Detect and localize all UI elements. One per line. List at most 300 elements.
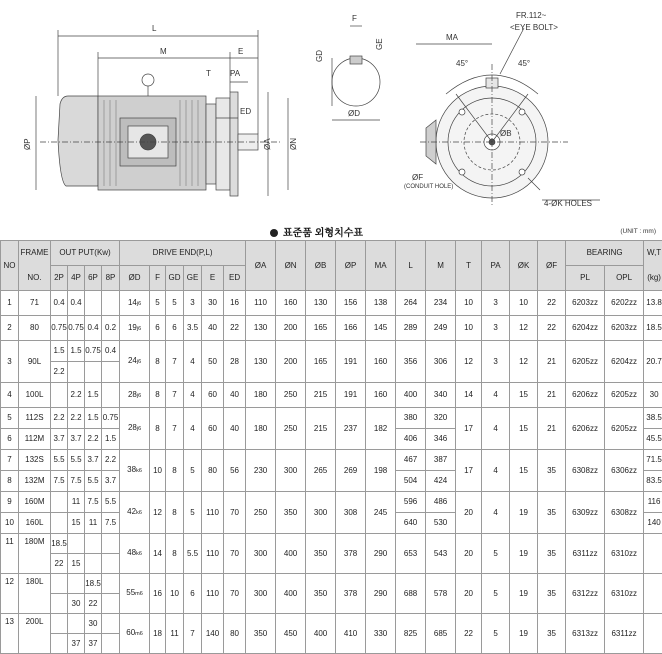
cell-pa: 3: [482, 316, 510, 341]
dim-PA: PA: [230, 69, 241, 78]
cell-t: 12: [456, 341, 482, 383]
header-row-1: [1, 241, 662, 266]
cell-f: 8: [150, 408, 166, 450]
table-row: [1, 383, 662, 408]
cell-no: 11: [1, 534, 19, 574]
header-frame: FRAME: [19, 241, 51, 266]
cell-phi-p: 237: [336, 408, 366, 450]
cell-gd: 10: [166, 574, 184, 614]
cell-phi-p: 410: [336, 614, 366, 654]
header-phi-k: ØK: [510, 241, 538, 291]
cell-frame: 132M: [19, 471, 51, 492]
cell-4p: [68, 574, 85, 594]
cell-wt: 45.5: [644, 429, 662, 450]
cell-ma: 330: [366, 614, 396, 654]
cell-frame: 180M: [19, 534, 51, 574]
cell-4p: 1.5: [68, 341, 85, 362]
cell-frame: 80: [19, 316, 51, 341]
cell-t: 20: [456, 534, 482, 574]
cell-8p: 1.5: [102, 429, 120, 450]
cell-2p: 5.5: [51, 450, 68, 471]
cell-t: 10: [456, 291, 482, 316]
cell-no: 10: [1, 513, 19, 534]
conduit-hole-label: (CONDUIT HOLE): [404, 184, 453, 190]
header-ma: MA: [366, 241, 396, 291]
cell-phi-d-value: 19: [128, 323, 137, 332]
cell-frame: 200L: [19, 614, 51, 654]
cell-2p: 0.4: [51, 291, 68, 316]
cell-2p: 1.5: [51, 341, 68, 362]
cell-l: 289: [396, 316, 426, 341]
header-ge: GE: [184, 266, 202, 291]
cell-phi-d-tolerance: j6: [137, 326, 141, 332]
cell-2p: 2.2: [51, 408, 68, 429]
header-pl: PL: [566, 266, 605, 291]
cell-f: 5: [150, 291, 166, 316]
table-row: [1, 408, 662, 429]
cell-phi-b: 265: [306, 450, 336, 492]
cell-phi-d-tolerance: j6: [137, 393, 141, 399]
cell-phi-d-value: 42: [127, 507, 136, 516]
cell-opl: 6311zz: [605, 614, 644, 654]
cell-ed: 70: [224, 534, 246, 574]
cell-phi-d-value: 48: [127, 548, 136, 557]
dim-angle-2: 45°: [518, 59, 530, 68]
cell-no: 1: [1, 291, 19, 316]
cell-phi-k: 12: [510, 316, 538, 341]
cell-gd: 11: [166, 614, 184, 654]
cell-l: 653: [396, 534, 426, 574]
cell-pa: 4: [482, 383, 510, 408]
cell-phi-d-tolerance: m6: [135, 591, 143, 597]
cell-m: 340: [426, 383, 456, 408]
cell-no: 12: [1, 574, 19, 614]
cell-phi-b: 350: [306, 534, 336, 574]
cell-8p: [102, 574, 120, 594]
dim-F: F: [352, 14, 357, 23]
cell-gd: 6: [166, 316, 184, 341]
table-title: [270, 224, 363, 239]
cell-2p: [51, 383, 68, 408]
dim-ED: ED: [240, 107, 251, 116]
cell-wt: [644, 574, 662, 614]
cell-wt: 71.5: [644, 450, 662, 471]
table-row: [1, 574, 662, 594]
title-row: [0, 224, 662, 238]
motor-dimension-drawing: [0, 0, 662, 222]
cell-t: 17: [456, 450, 482, 492]
cell-e: 140: [202, 614, 224, 654]
cell-phi-k: 12: [510, 341, 538, 383]
cell-no: 9: [1, 492, 19, 513]
header-bearing: BEARING: [566, 241, 644, 266]
cell-pa: 5: [482, 574, 510, 614]
cell-phi-a: 110: [246, 291, 276, 316]
cell-ma: 290: [366, 574, 396, 614]
cell-8p: 3.7: [102, 471, 120, 492]
header-opl: OPL: [605, 266, 644, 291]
cell-2p: 7.5: [51, 471, 68, 492]
cell-no: 13: [1, 614, 19, 654]
cell-4p: 7.5: [68, 471, 85, 492]
cell-phi-a: 350: [246, 614, 276, 654]
cell-4p: 2.2: [68, 383, 85, 408]
cell-m: 306: [426, 341, 456, 383]
cell-phi-d-tolerance: j6: [137, 359, 141, 365]
cell-phi-p: 191: [336, 341, 366, 383]
header-4p: 4P: [68, 266, 85, 291]
cell-phi-k: 15: [510, 383, 538, 408]
cell-l: 400: [396, 383, 426, 408]
cell-opl: 6202zz: [605, 291, 644, 316]
cell-phi-a: 250: [246, 492, 276, 534]
header-2p: 2P: [51, 266, 68, 291]
cell-6p: [85, 534, 102, 554]
cell-phi-b: 165: [306, 316, 336, 341]
cell-2p: 22: [51, 554, 68, 574]
header-pa: PA: [482, 241, 510, 291]
cell-pa: 4: [482, 408, 510, 450]
cell-6p: 0.4: [85, 316, 102, 341]
cell-l: 688: [396, 574, 426, 614]
cell-gd: 5: [166, 291, 184, 316]
cell-l: 596: [396, 492, 426, 513]
cell-l: 380: [396, 408, 426, 429]
cell-phi-p: 166: [336, 316, 366, 341]
cell-6p: 2.2: [85, 429, 102, 450]
cell-phi-a: 180: [246, 383, 276, 408]
header-phi-b: ØB: [306, 241, 336, 291]
cell-wt: 13.8: [644, 291, 662, 316]
cell-4p: [68, 614, 85, 634]
cell-phi-k: 19: [510, 492, 538, 534]
cell-wt: [644, 534, 662, 574]
cell-gd: 8: [166, 450, 184, 492]
cell-no: 8: [1, 471, 19, 492]
cell-phi-p: 308: [336, 492, 366, 534]
header-frame-no: NO.: [19, 266, 51, 291]
cell-t: 22: [456, 614, 482, 654]
cell-wt: 140: [644, 513, 662, 534]
cell-8p: 0.4: [102, 341, 120, 362]
cell-gd: 8: [166, 492, 184, 534]
cell-phi-d-tolerance: j6: [137, 426, 141, 432]
cell-opl: 6205zz: [605, 408, 644, 450]
cell-phi-d-value: 14: [128, 298, 137, 307]
cell-l: 467: [396, 450, 426, 471]
cell-wt: 116: [644, 492, 662, 513]
cell-no: 2: [1, 316, 19, 341]
cell-phi-k: 19: [510, 614, 538, 654]
cell-m: 486: [426, 492, 456, 513]
cell-ma: 290: [366, 534, 396, 574]
cell-phi-f: 22: [538, 316, 566, 341]
header-drive-end: DRIVE END(P,L): [120, 241, 246, 266]
k-holes-label: 4-ØK HOLES: [544, 199, 592, 208]
cell-6p: 30: [85, 614, 102, 634]
cell-6p: 18.5: [85, 574, 102, 594]
cell-m: 685: [426, 614, 456, 654]
cell-phi-k: 19: [510, 534, 538, 574]
cell-phi-k: 10: [510, 291, 538, 316]
cell-phi-d: [120, 408, 150, 450]
cell-opl: 6203zz: [605, 316, 644, 341]
cell-pl: 6205zz: [566, 341, 605, 383]
cell-2p: [51, 594, 68, 614]
table-row: [1, 316, 662, 341]
cell-wt: [644, 614, 662, 654]
cell-phi-d-value: 24: [128, 356, 137, 365]
cell-ed: 56: [224, 450, 246, 492]
cell-opl: 6205zz: [605, 383, 644, 408]
cell-8p: [102, 534, 120, 554]
cell-phi-d: [120, 614, 150, 654]
cell-6p: 3.7: [85, 450, 102, 471]
cell-phi-n: 250: [276, 383, 306, 408]
cell-phi-b: 400: [306, 614, 336, 654]
cell-ge: 4: [184, 341, 202, 383]
cell-frame: 112S: [19, 408, 51, 429]
header-phi-d: ØD: [120, 266, 150, 291]
cell-2p: 18.5: [51, 534, 68, 554]
cell-phi-n: 160: [276, 291, 306, 316]
cell-ge: 4: [184, 383, 202, 408]
cell-2p: 2.2: [51, 362, 68, 383]
cell-ed: 70: [224, 492, 246, 534]
cell-phi-b: 130: [306, 291, 336, 316]
cell-phi-b: 215: [306, 408, 336, 450]
header-6p: 6P: [85, 266, 102, 291]
cell-8p: 0.2: [102, 316, 120, 341]
cell-ed: 40: [224, 408, 246, 450]
cell-phi-d-tolerance: k6: [136, 510, 142, 516]
cell-8p: [102, 362, 120, 383]
header-wt-unit: (kg): [644, 266, 662, 291]
cell-gd: 7: [166, 341, 184, 383]
cell-4p: 15: [68, 554, 85, 574]
unit-label: (UNIT : mm): [620, 228, 656, 235]
cell-f: 8: [150, 383, 166, 408]
cell-phi-a: 230: [246, 450, 276, 492]
cell-t: 14: [456, 383, 482, 408]
cell-ge: 5: [184, 450, 202, 492]
dim-E: E: [238, 47, 243, 56]
cell-l: 640: [396, 513, 426, 534]
cell-e: 80: [202, 450, 224, 492]
cell-phi-d: [120, 316, 150, 341]
table-row: [1, 291, 662, 316]
cell-phi-d-tolerance: j6: [137, 301, 141, 307]
cell-phi-n: 250: [276, 408, 306, 450]
cell-ed: 40: [224, 383, 246, 408]
cell-ma: 160: [366, 383, 396, 408]
cell-t: 17: [456, 408, 482, 450]
table-row: [1, 450, 662, 471]
dim-GE: GE: [375, 38, 384, 50]
cell-f: 8: [150, 341, 166, 383]
cell-opl: 6310zz: [605, 534, 644, 574]
cell-6p: [85, 291, 102, 316]
header-gd: GD: [166, 266, 184, 291]
cell-6p: 7.5: [85, 492, 102, 513]
cell-phi-d-tolerance: k6: [136, 551, 142, 557]
cell-m: 346: [426, 429, 456, 450]
cell-phi-d-tolerance: m6: [135, 631, 143, 637]
cell-phi-n: 350: [276, 492, 306, 534]
dim-phi-D: ØD: [348, 109, 360, 118]
cell-f: 18: [150, 614, 166, 654]
cell-ge: 3: [184, 291, 202, 316]
header-f: F: [150, 266, 166, 291]
cell-6p: 11: [85, 513, 102, 534]
cell-phi-n: 450: [276, 614, 306, 654]
header-m: M: [426, 241, 456, 291]
dim-MA: MA: [446, 33, 459, 42]
cell-phi-f: 35: [538, 450, 566, 492]
header-e: E: [202, 266, 224, 291]
dim-phi-B: ØB: [500, 129, 512, 138]
cell-phi-d: [120, 534, 150, 574]
cell-pl: 6312zz: [566, 574, 605, 614]
dimension-table: [0, 240, 662, 654]
cell-gd: 8: [166, 534, 184, 574]
cell-phi-d-value: 60: [126, 628, 135, 637]
cell-phi-p: 191: [336, 383, 366, 408]
cell-opl: 6306zz: [605, 450, 644, 492]
cell-frame: 180L: [19, 574, 51, 614]
dim-T: T: [206, 69, 211, 78]
cell-e: 110: [202, 574, 224, 614]
cell-pl: 6313zz: [566, 614, 605, 654]
cell-phi-d: [120, 574, 150, 614]
header-wt: W,T: [644, 241, 662, 266]
cell-ge: 4: [184, 408, 202, 450]
table-row: [1, 534, 662, 554]
header-output: OUT PUT(Kw): [51, 241, 120, 266]
cell-m: 387: [426, 450, 456, 471]
cell-frame: 100L: [19, 383, 51, 408]
cell-phi-f: 21: [538, 383, 566, 408]
header-l: L: [396, 241, 426, 291]
eye-bolt-label-2: <EYE BOLT>: [510, 23, 558, 32]
cell-4p: [68, 362, 85, 383]
cell-opl: 6310zz: [605, 574, 644, 614]
cell-e: 110: [202, 534, 224, 574]
cell-frame: 71: [19, 291, 51, 316]
cell-frame: 112M: [19, 429, 51, 450]
cell-l: 825: [396, 614, 426, 654]
cell-phi-n: 200: [276, 341, 306, 383]
cell-phi-d: [120, 450, 150, 492]
cell-wt: 38.5: [644, 408, 662, 429]
cell-phi-d-value: 28: [128, 423, 137, 432]
cell-phi-n: 200: [276, 316, 306, 341]
cell-t: 20: [456, 492, 482, 534]
cell-f: 6: [150, 316, 166, 341]
cell-phi-a: 130: [246, 316, 276, 341]
dim-angle-1: 45°: [456, 59, 468, 68]
cell-no: 5: [1, 408, 19, 429]
cell-phi-d: [120, 492, 150, 534]
cell-no: 3: [1, 341, 19, 383]
cell-2p: 0.75: [51, 316, 68, 341]
cell-phi-d-value: 55: [126, 588, 135, 597]
cell-ge: 5.5: [184, 534, 202, 574]
cell-frame: 160M: [19, 492, 51, 513]
cell-8p: 2.2: [102, 450, 120, 471]
dim-phi-N: ØN: [289, 138, 298, 150]
cell-l: 504: [396, 471, 426, 492]
cell-opl: 6308zz: [605, 492, 644, 534]
cell-wt: 30: [644, 383, 662, 408]
cell-phi-f: 22: [538, 291, 566, 316]
cell-8p: [102, 383, 120, 408]
cell-4p: 2.2: [68, 408, 85, 429]
cell-f: 10: [150, 450, 166, 492]
cell-m: 424: [426, 471, 456, 492]
cell-phi-f: 21: [538, 408, 566, 450]
cell-8p: 7.5: [102, 513, 120, 534]
cell-e: 110: [202, 492, 224, 534]
cell-phi-f: 35: [538, 492, 566, 534]
cell-pl: 6203zz: [566, 291, 605, 316]
cell-8p: 0.75: [102, 408, 120, 429]
header-phi-a: ØA: [246, 241, 276, 291]
cell-phi-a: 300: [246, 534, 276, 574]
cell-8p: [102, 614, 120, 634]
cell-no: 6: [1, 429, 19, 450]
cell-m: 320: [426, 408, 456, 429]
cell-4p: 3.7: [68, 429, 85, 450]
cell-phi-k: 19: [510, 574, 538, 614]
cell-8p: 5.5: [102, 492, 120, 513]
cell-m: 578: [426, 574, 456, 614]
cell-pa: 3: [482, 291, 510, 316]
cell-8p: [102, 634, 120, 654]
cell-phi-a: 300: [246, 574, 276, 614]
cell-phi-b: 350: [306, 574, 336, 614]
cell-e: 50: [202, 341, 224, 383]
dim-M: M: [160, 47, 167, 56]
cell-phi-d: [120, 341, 150, 383]
cell-wt: 18.5: [644, 316, 662, 341]
cell-f: 16: [150, 574, 166, 614]
cell-gd: 7: [166, 383, 184, 408]
cell-ed: 28: [224, 341, 246, 383]
table-title-text: 표준품 외형치수표: [283, 228, 363, 239]
cell-ed: 70: [224, 574, 246, 614]
cell-phi-n: 400: [276, 574, 306, 614]
cell-4p: 0.4: [68, 291, 85, 316]
cell-ma: 245: [366, 492, 396, 534]
cell-m: 234: [426, 291, 456, 316]
cell-phi-b: 300: [306, 492, 336, 534]
cell-phi-b: 215: [306, 383, 336, 408]
cell-6p: 0.75: [85, 341, 102, 362]
cell-ed: 22: [224, 316, 246, 341]
cell-pl: 6204zz: [566, 316, 605, 341]
cell-8p: [102, 554, 120, 574]
cell-ge: 5: [184, 492, 202, 534]
cell-no: 4: [1, 383, 19, 408]
header-phi-f: ØF: [538, 241, 566, 291]
cell-l: 406: [396, 429, 426, 450]
cell-6p: [85, 362, 102, 383]
table-row: [1, 341, 662, 362]
bullet-icon: [270, 229, 278, 237]
cell-8p: [102, 594, 120, 614]
cell-phi-d-value: 28: [128, 390, 137, 399]
